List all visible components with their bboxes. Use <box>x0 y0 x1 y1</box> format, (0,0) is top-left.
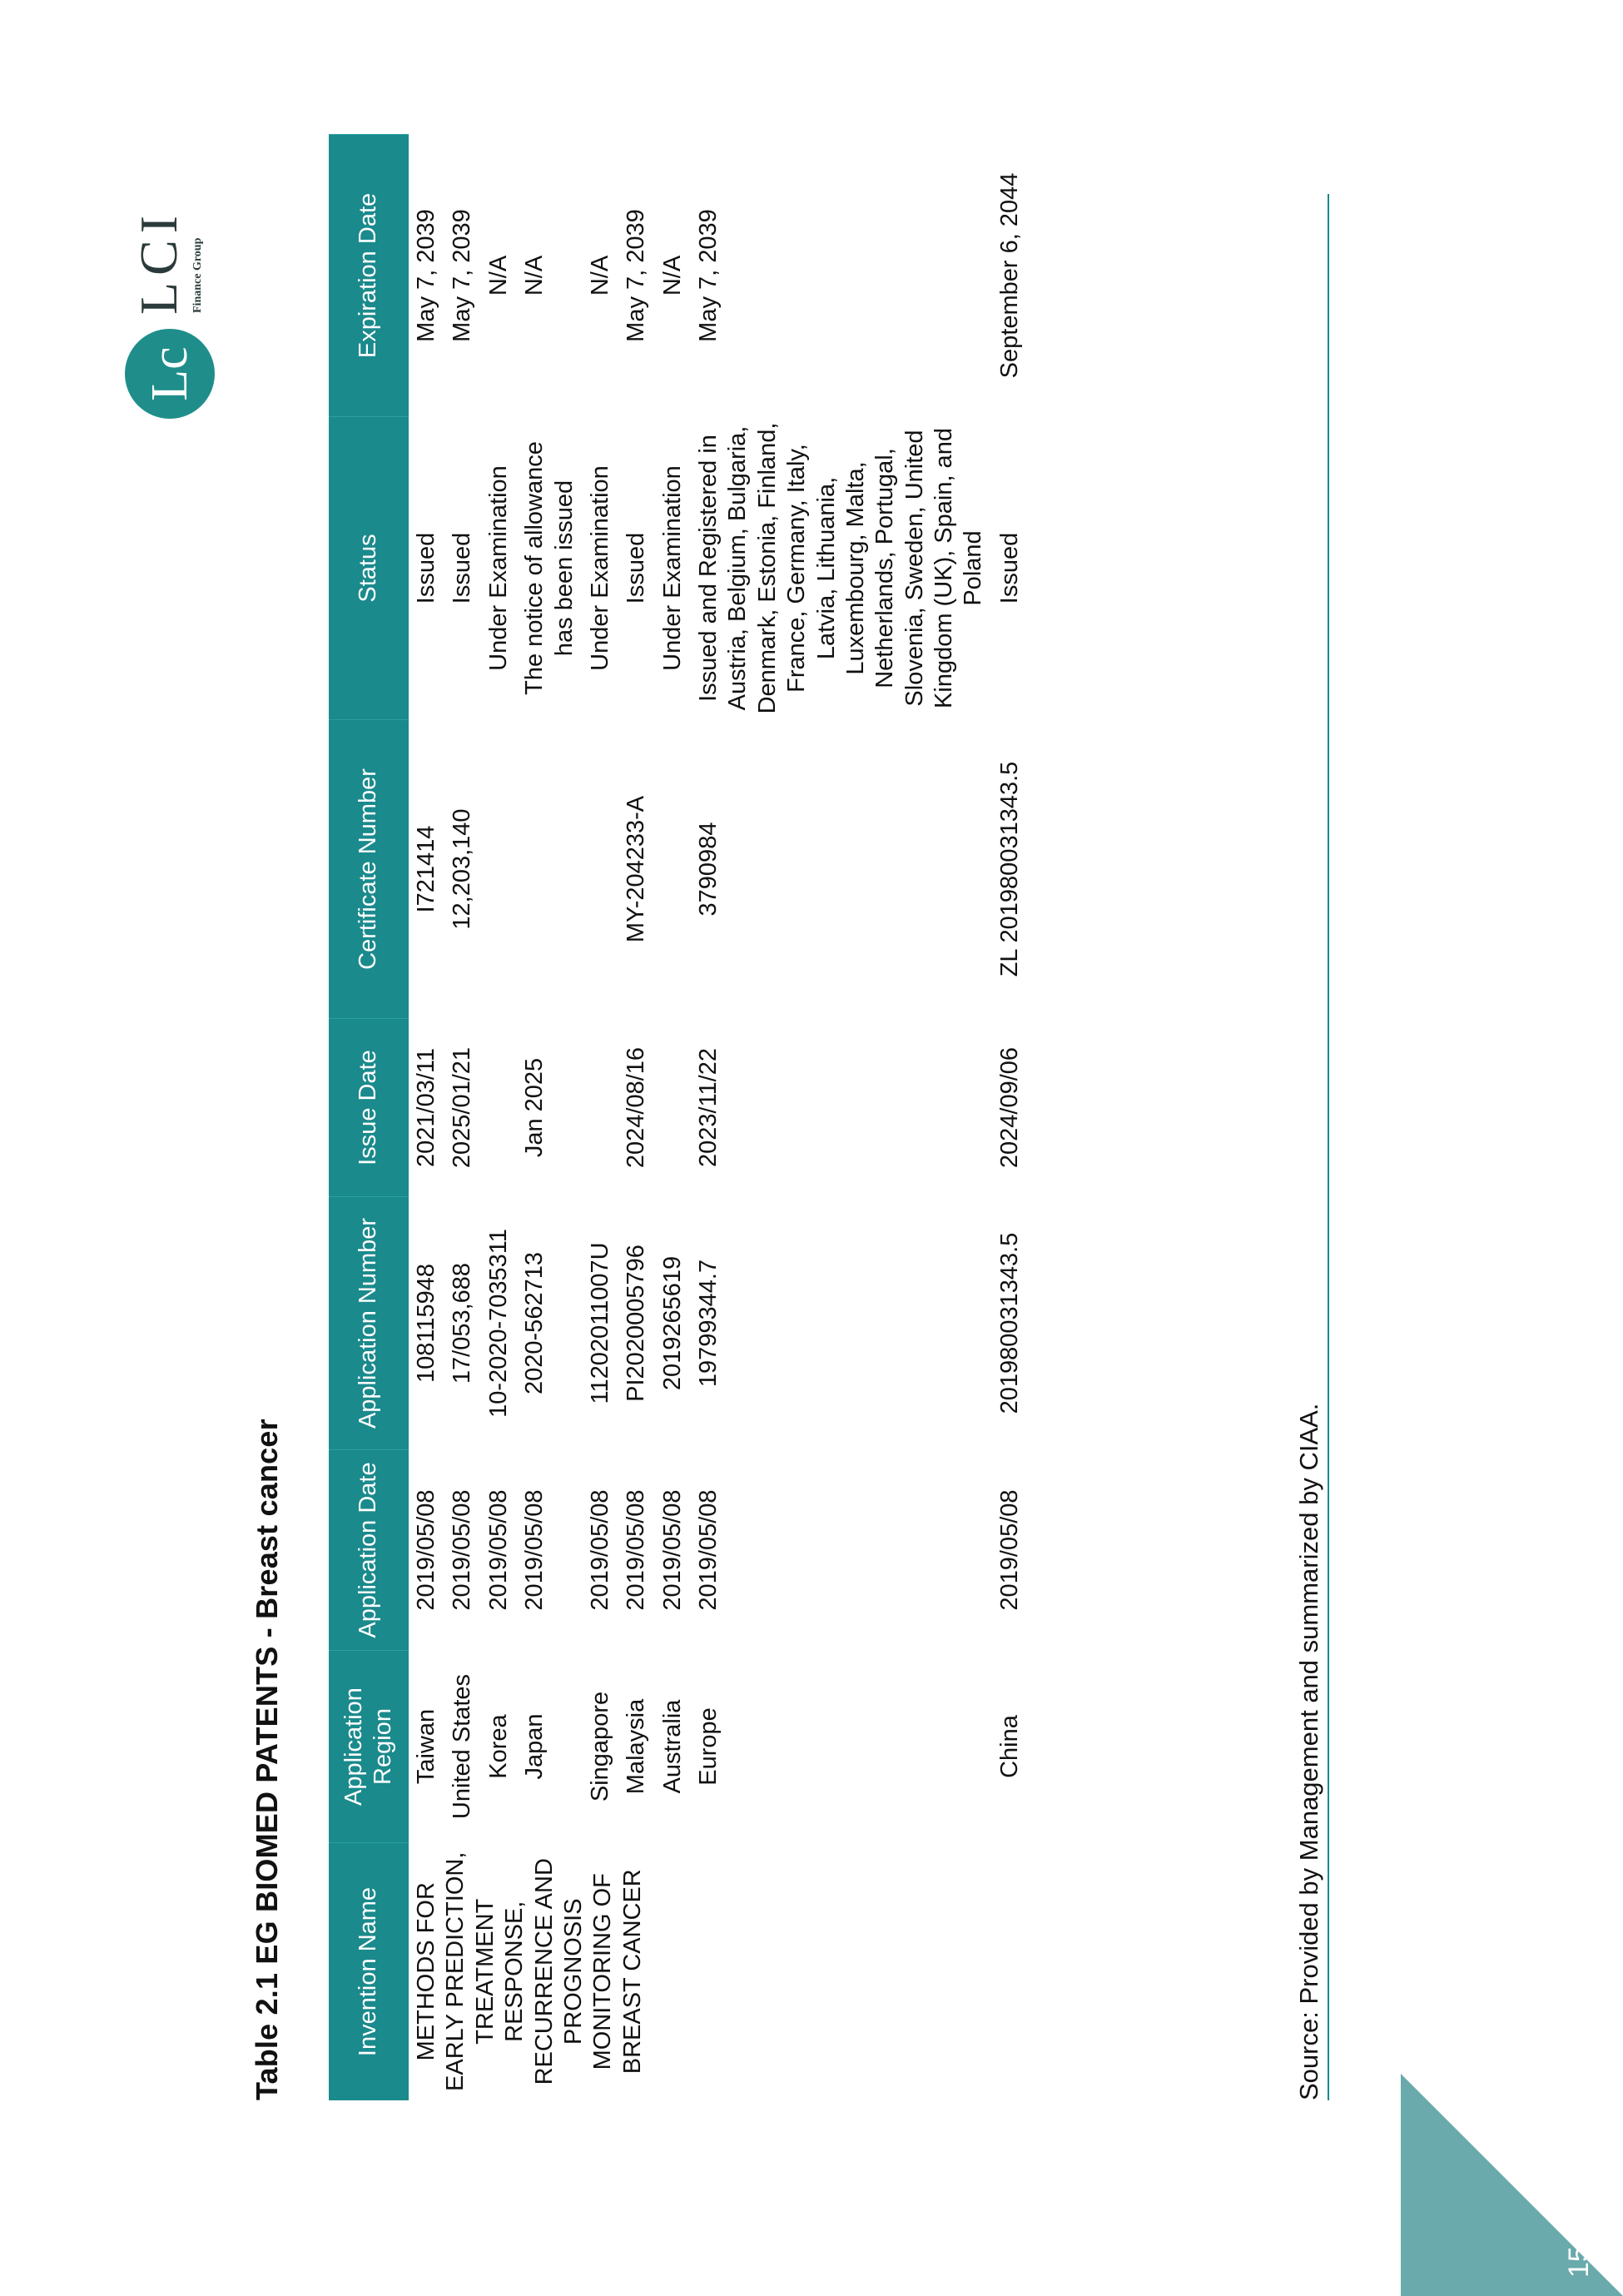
cell-status: Issued <box>413 532 439 604</box>
cell-application-number: PI2020005796 <box>623 1245 650 1402</box>
cell-status: Issued <box>623 532 650 604</box>
cell-certificate-number: I721414 <box>413 825 439 913</box>
invention-name-cell: METHODS FOR EARLY PREDICTION, TREATMENT RESPONSE, RECURRENCE AND PROGNOSIS MONITORING OF BREAST CANCER <box>413 1851 646 2091</box>
cell-status: Under Examination <box>484 465 512 671</box>
cell-certificate-number: 3790984 <box>695 822 722 917</box>
cell-certificate-number: MY-204233-A <box>623 795 650 943</box>
table-row <box>618 135 654 2101</box>
cell-application-date: 2019/05/08 <box>521 1489 548 1611</box>
cell-application-date: 2019/05/08 <box>995 1489 1023 1611</box>
cell-expiration-date: May 7, 2039 <box>695 209 722 342</box>
cell-application-date: 2019/05/08 <box>484 1489 512 1611</box>
header-certificate-number: Certificate Number <box>329 720 409 1019</box>
cell-application-number: 11202011007U <box>586 1242 613 1404</box>
cell-expiration-date: May 7, 2039 <box>413 209 439 342</box>
cell-status: Under Examination <box>586 465 613 671</box>
cell-region: China <box>995 1715 1023 1778</box>
cell-issue-date <box>481 1019 517 1197</box>
cell-expiration-date: May 7, 2039 <box>449 209 476 342</box>
table-row <box>691 135 992 2101</box>
cell-application-number: 108115948 <box>413 1264 439 1384</box>
logo-subtext: Finance Group <box>191 237 204 313</box>
cell-region: Taiwan <box>413 1708 439 1785</box>
header-invention-name: Invention Name <box>329 1843 409 2101</box>
header-application-number: Application Number <box>329 1197 409 1450</box>
cell-status: Under Examination <box>658 465 686 671</box>
cell-status: Issued <box>995 532 1023 604</box>
cell-issue-date: Jan 2025 <box>521 1057 548 1158</box>
cell-issue-date: 2023/11/22 <box>695 1048 722 1167</box>
source-note: Source: Provided by Management and summarized by CIAA. <box>1294 1403 1323 2100</box>
cell-expiration-date: N/A <box>658 255 686 296</box>
cell-certificate-number <box>481 720 517 1019</box>
cell-application-date: 2019/05/08 <box>449 1489 476 1611</box>
cell-issue-date: 2021/03/11 <box>413 1048 439 1167</box>
cell-application-number: 10-2020-7035311 <box>484 1229 512 1418</box>
table-row <box>409 135 444 2101</box>
cell-expiration-date: N/A <box>484 255 512 296</box>
cell-application-date: 2019/05/08 <box>658 1489 686 1611</box>
cell-certificate-number: ZL 201980031343.5 <box>995 761 1023 977</box>
table-row <box>481 135 517 2101</box>
header-application-region: Application Region <box>329 1651 409 1843</box>
table-row <box>655 135 691 2101</box>
cell-issue-date <box>583 1019 618 1197</box>
table-header-row <box>329 135 409 2101</box>
cell-certificate-number <box>655 720 691 1019</box>
cell-status: The notice of allowance has been issued <box>521 441 578 695</box>
cell-application-date: 2019/05/08 <box>695 1489 722 1611</box>
cell-status: Issued <box>449 532 476 604</box>
cell-region: Singapore <box>586 1691 613 1802</box>
header-application-date: Application Date <box>329 1450 409 1651</box>
cell-application-number: 2020-562713 <box>521 1252 548 1394</box>
cell-certificate-number <box>517 720 583 1019</box>
cell-region: Malaysia <box>623 1698 650 1795</box>
table-row <box>517 135 583 2101</box>
cell-expiration-date: May 7, 2039 <box>623 209 650 342</box>
table-row <box>444 135 480 2101</box>
page-number: 15 <box>1563 2246 1595 2278</box>
table-row <box>583 135 618 2101</box>
company-logo <box>125 144 216 419</box>
header-issue-date: Issue Date <box>329 1019 409 1197</box>
cell-region: Europe <box>695 1707 722 1786</box>
cell-certificate-number: 12,203,140 <box>449 808 476 930</box>
cell-issue-date: 2024/08/16 <box>623 1046 650 1169</box>
cell-region: Japan <box>521 1713 548 1780</box>
logo-text: LCI <box>129 208 188 315</box>
cell-application-number: 2019265619 <box>658 1255 686 1391</box>
cell-application-date: 2019/05/08 <box>413 1489 439 1611</box>
cell-issue-date: 2025/01/21 <box>449 1046 476 1169</box>
cell-region: Australia <box>658 1699 686 1794</box>
cell-expiration-date: N/A <box>521 255 548 296</box>
table-title: Table 2.1 EG BIOMED PATENTS - Breast cancer <box>250 1419 284 2100</box>
cell-region: Korea <box>484 1714 512 1779</box>
table-bottom-rule <box>1328 194 1329 2100</box>
cell-expiration-date: September 6, 2044 <box>995 172 1023 379</box>
cell-application-number: 201980031343.5 <box>995 1232 1023 1414</box>
cell-expiration-date: N/A <box>586 255 613 296</box>
cell-application-date: 2019/05/08 <box>623 1489 650 1611</box>
table-row <box>992 135 1028 2101</box>
cell-certificate-number <box>583 720 618 1019</box>
patent-table <box>329 134 1028 2100</box>
header-expiration-date: Expiration Date <box>329 135 409 417</box>
cell-application-number: 19799344.7 <box>695 1259 722 1388</box>
cell-status: Issued and Registered in Austria, Belgium, Bulgaria, Denmark, Estonia, Finland, France, Germany, Italy, Latvia, Lithuania, Luxembourg, Malta, Netherlands, Portugal, Slovenia, Sweden, United Kingdom (UK), Spain, and Poland <box>695 422 987 714</box>
header-status: Status <box>329 417 409 720</box>
cell-application-date: 2019/05/08 <box>586 1489 613 1611</box>
logo-mark-icon: Lc <box>125 329 215 419</box>
cell-issue-date: 2024/09/06 <box>995 1046 1023 1169</box>
cell-issue-date <box>655 1019 691 1197</box>
cell-region: United States <box>449 1673 476 1820</box>
cell-application-number: 17/053,688 <box>449 1262 476 1384</box>
